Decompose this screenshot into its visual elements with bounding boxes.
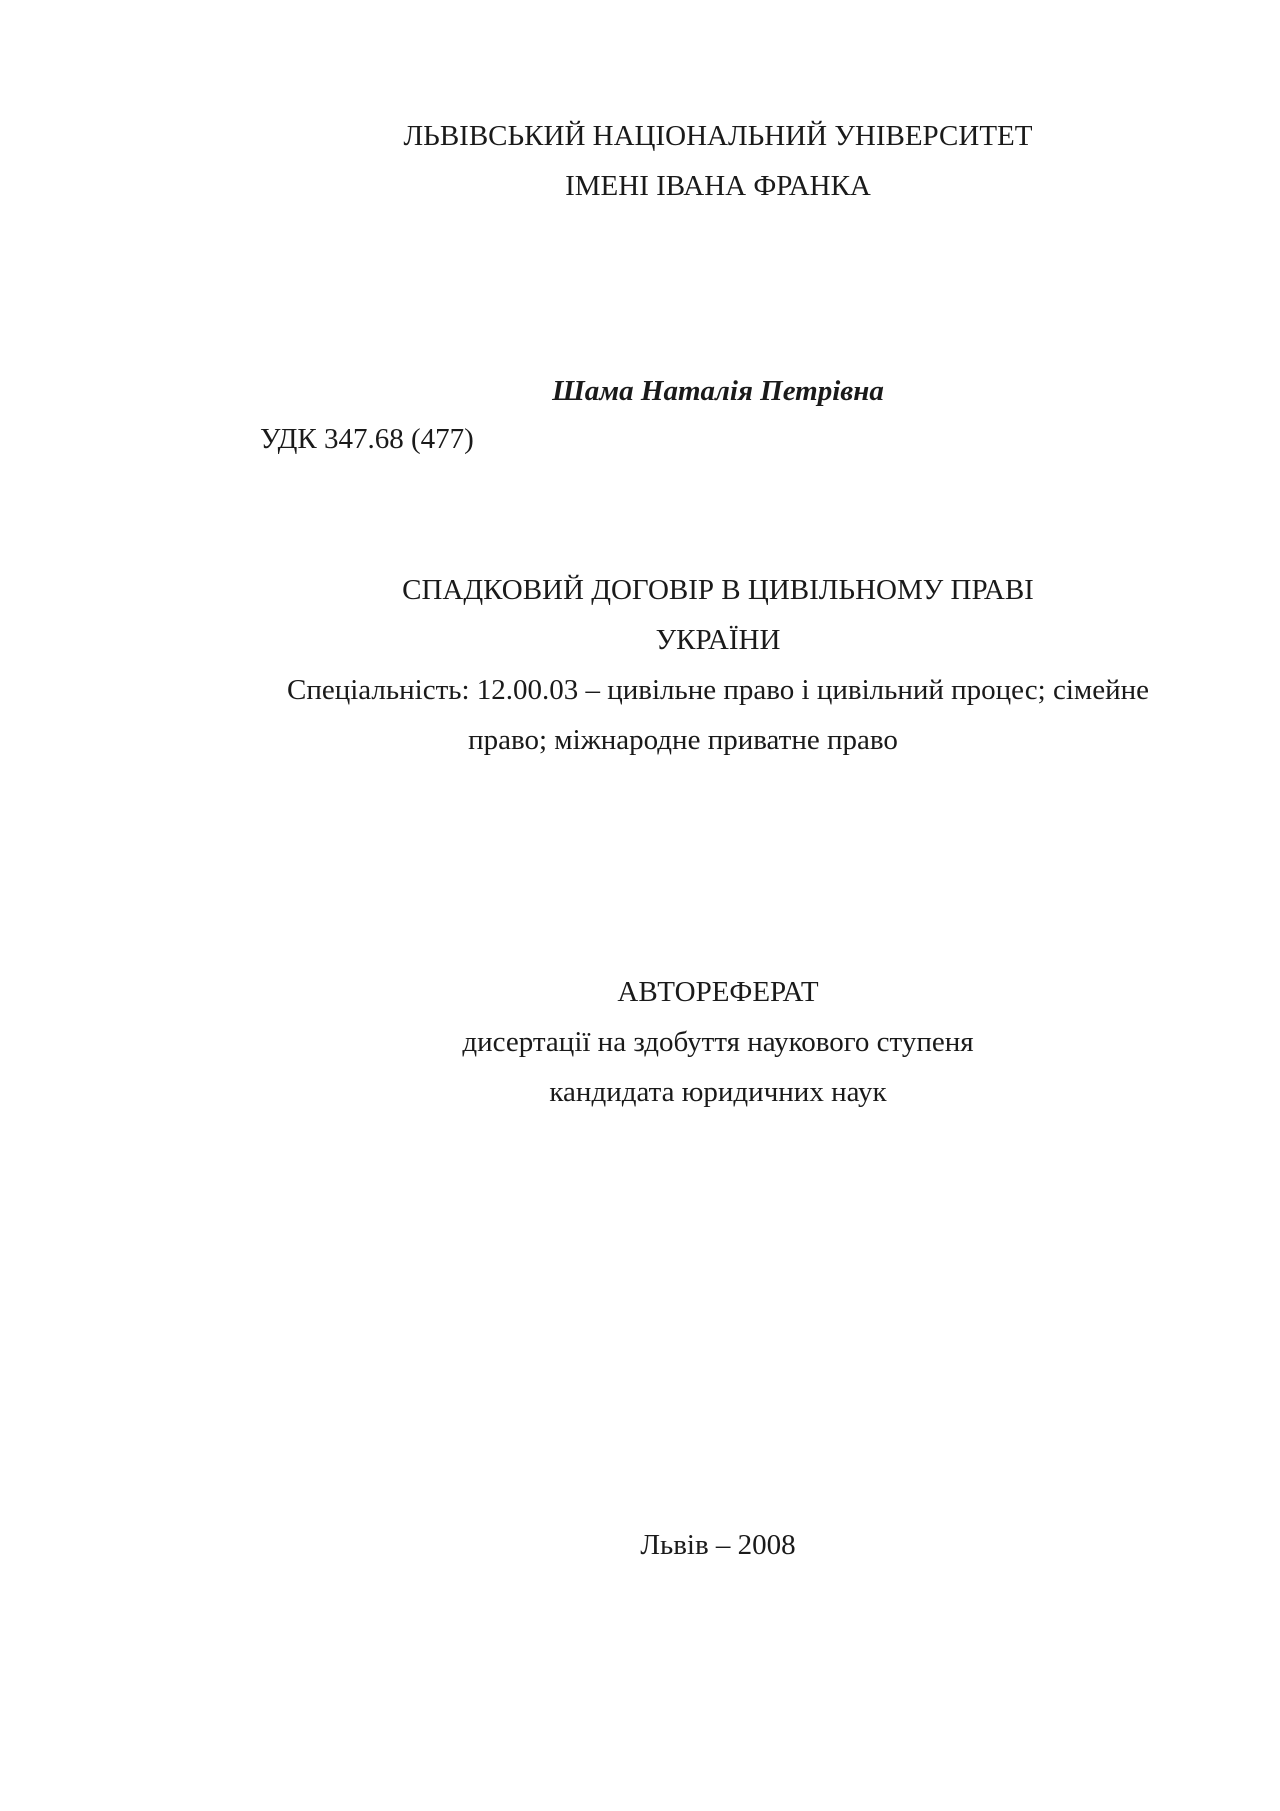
dissertation-title-line1: СПАДКОВИЙ ДОГОВІР В ЦИВІЛЬНОМУ ПРАВІ <box>402 574 1034 606</box>
university-name-line1: ЛЬВІВСЬКИЙ НАЦІОНАЛЬНИЙ УНІВЕРСИТЕТ <box>403 120 1033 152</box>
specialty-line2: право; міжнародне приватне право <box>468 724 898 756</box>
abstract-description-line1: дисертації на здобуття наукового ступеня <box>462 1026 974 1058</box>
author-name: Шама Наталія Петрівна <box>552 375 884 407</box>
university-name-line2: ІМЕНІ ІВАНА ФРАНКА <box>565 170 871 202</box>
abstract-heading: АВТОРЕФЕРАТ <box>617 976 819 1008</box>
udk-code: УДК 347.68 (477) <box>260 423 474 455</box>
dissertation-title-line2: УКРАЇНИ <box>655 624 781 656</box>
city-year: Львів – 2008 <box>640 1529 796 1561</box>
abstract-description-line2: кандидата юридичних наук <box>549 1076 887 1108</box>
specialty-line1: Спеціальність: 12.00.03 – цивільне право і цивільний процес; сімейне <box>286 674 1150 706</box>
